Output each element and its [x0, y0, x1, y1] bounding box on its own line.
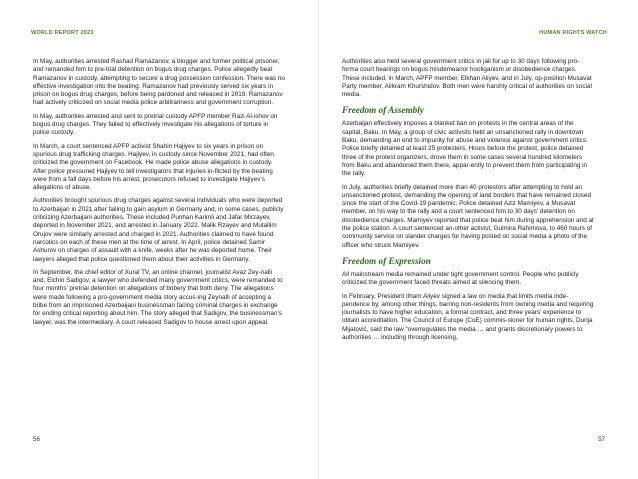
paragraph: In March, a court sentenced APFP activist Shahin Hajiyev to six years in prison on spurious drug trafficking charges. Hajiyev, in custody since November 2021, had often criticized the government on Facebook. He made police abuse allegations in custody. After police pressured Hajiyev to tell investigators that injuries in-flicted by the beating were from a fall days before his arrest, prosecutors refused to investigate Hajiyev’s allegations of abuse. — [33, 142, 274, 192]
paragraph: Authorities also held several government critics in jail for up to 30 days following pro-forma court hearings on bogus misdemeanor hooliganism or disobedience charges. These included, in March, APFP member, Elkhan Aliyev, and in July, op-position Musavat Party member, Alikram Khurshidov. Both men were harshly critical of authorities on social media. — [342, 58, 592, 99]
page-number-left: 56 — [33, 436, 40, 443]
paragraph: In July, authorities briefly detained more than 40 protestors after attempting to hold an unsanctioned protest, demanding the opening of land borders that have remained closed since the start of the Covid-19 pandemic. Police detained Aziz Mamiyev, a Musavat member, on his way to the rally and a court sentenced him to 30 days’ detention on disobedience charges. Mamiyev reported that police beat him during apprehension and at the police station. A court sentenced an-other activist, Gulmira Rahimova, to 460 hours of community service on slander charges for having posted on social media a photo of the officer who struck Mamiyev. — [342, 183, 594, 249]
section-heading-assembly: Freedom of Assembly — [342, 105, 424, 116]
paragraph: All mainstream media remained under tight government control. People who publicly criticized the government faced threats aimed at silencing them. — [342, 270, 579, 287]
left-text-column — [33, 58, 285, 332]
right-text-column — [342, 58, 594, 347]
paragraph: In February, President Ilham Aliyev signed a law on media that limits media inde-pendence by, among other things, barring non-residents from owning media and requiring journalists to have higher education, a formal contract, and three years’ experience to obtain accreditation. The Council of Europe (CoE) commis-sioner for human rights, Dunja Mijatović, said the law “overregulates the media … and grants discretionary powers to authorities … including through licensing, — [342, 292, 594, 342]
paragraph: In May, authorities arrested Rashad Ramazanov, a blogger and former political prisoner, and remanded him to pre-trial detention on bogus drug charges. Police allegedly beat Ramazanov in custody, attempting to secure a drug possession confession. There was no effective investigation into the beating. Ramazanov had previously served six years in prison on bogus drug charges, before being pardoned and released in 2019. Ramazanov had actively criticized on social media police arbitrariness and government corruption. — [33, 58, 285, 107]
running-header-left: WORLD REPORT 2023 — [31, 30, 94, 36]
right-page — [319, 0, 638, 479]
paragraph: In September, the chief editor of Xural TV, an online channel, journalist Avaz Zey-nalli and, Elchin Sadigov, a lawyer who defended many government critics, were remanded to four months’ pretrial detention on allegations of bribery that both deny. The allegations were made following a pro-government media story accus-ing Zeynalli of accepting a bribe from an imprisoned Azerbaijani businessman facing criminal charges in exchange for ending critical reporting about him. The story alleged that Sadigov, the businessman’s lawyer, was the intermediary. A court released Sadigov to house arrest upon appeal. — [33, 268, 283, 326]
section-heading-expression: Freedom of Expression — [342, 255, 431, 266]
running-header-right: HUMAN RIGHTS WATCH — [539, 30, 607, 36]
paragraph: In May, authorities arrested and sent to pretrial custody APFP member Razi Al-ishov on bogus drug charges. They failed to effectively investigate his allegations of torture in police custody. — [33, 112, 278, 137]
paragraph: Azerbaijan effectively imposes a blanket ban on protests in the central areas of the capital, Baku. In May, a group of civic activists held an unsanctioned rally in downtown Baku, demanding an end to impunity for abuse and violence against government critics. Police briefly detained at least 25 protesters. Hours before the protest, police detained three of the protest organizers, drove them in some cases several hundred kilometers from Baku and abandoned them there, appar-ently to prevent them from participating in the rally. — [342, 120, 588, 178]
page-number-right: 57 — [598, 436, 605, 443]
paragraph: Authorities brought spurious drug charges against several individuals who were deported to Azerbaijan in 2021 after failing to gain asylum in Germany and, in some cases, publicly criticizing Azerbaijani authorities. These included Punhan Karimli and Jafar Mirzayev, deported in November 2021, and arrested in January 2022. Malik Rzayev and Mutallim Orujov were similarly arrested and charged in 2021. Authorities claimed to have found narcotics on each of these men at the time of arrest. In April, police detained Samir Ashurov on charges of assault with a knife, weeks after he was deported home. Their lawyers alleged that police questioned them about their activities in Germany. — [33, 197, 284, 263]
